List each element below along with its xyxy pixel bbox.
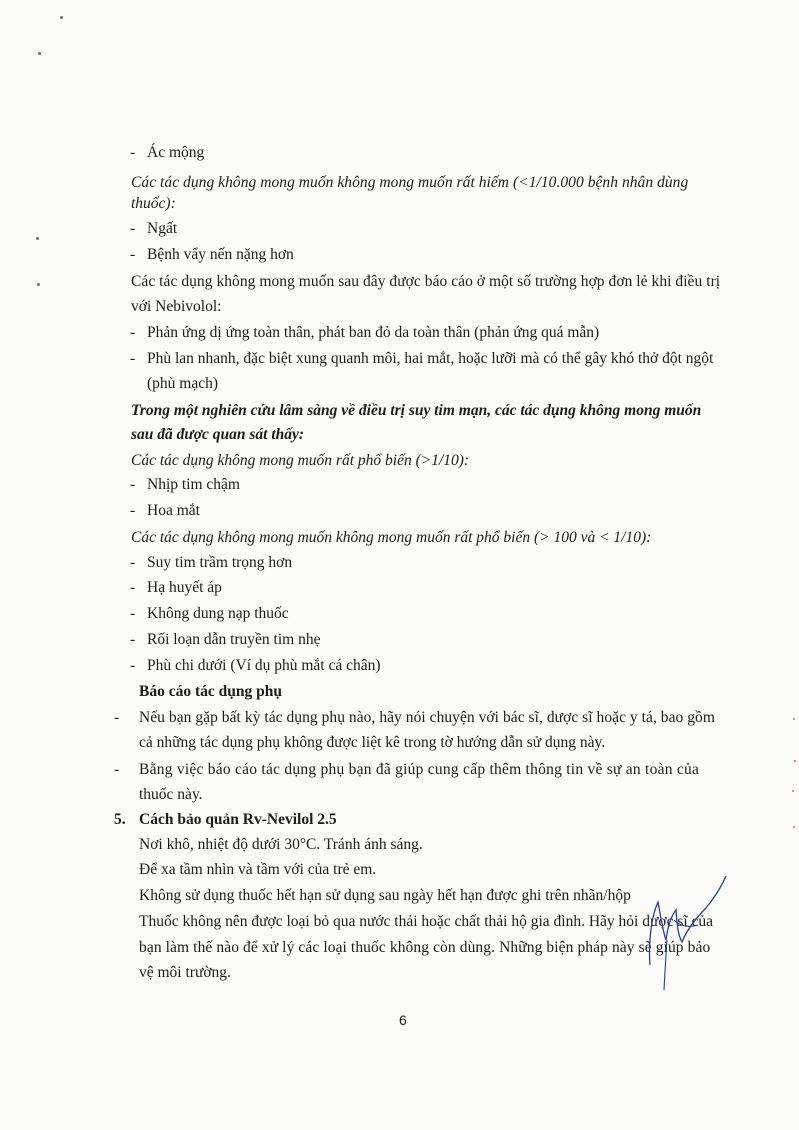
list-item: Nhịp tim chậm [147, 476, 240, 493]
list-item: Suy tim trầm trọng hơn [147, 554, 293, 571]
bullet-dash: - [130, 631, 136, 648]
reporting-heading: Báo cáo tác dụng phụ [139, 683, 282, 700]
scan-speck [37, 283, 40, 286]
list-item: Phù chi dưới (Ví dụ phù mắt cá chân) [147, 657, 381, 674]
study-heading-cont: sau đã được quan sát thấy: [131, 426, 305, 443]
scan-speck [793, 826, 795, 828]
bullet-dash: - [114, 761, 120, 778]
subheading-rare-cont: thuốc): [131, 195, 176, 212]
list-item: Ngất [147, 220, 178, 237]
paragraph: Để xa tầm nhìn và tầm với của trẻ em. [139, 861, 377, 878]
subheading-rare: Các tác dụng không mong muốn không mong muốn rất hiếm (<1/10.000 bệnh nhân dùng [131, 174, 689, 191]
paragraph: Không sử dụng thuốc hết hạn sử dụng sau ngày hết hạn được ghi trên nhãn/hộp [139, 887, 631, 904]
list-item-cont: cả những tác dụng phụ không được liệt kê trong tờ hướng dẫn sử dụng này. [139, 734, 606, 751]
list-item: Bệnh vẩy nến nặng hơn [147, 246, 294, 263]
bullet-dash: - [130, 144, 136, 161]
paragraph-cont: với Nebivolol: [131, 298, 222, 315]
bullet-dash: - [130, 350, 136, 367]
list-item-cont: (phù mạch) [147, 375, 219, 392]
paragraph-cont: bạn làm thế nào để xử lý các loại thuốc không còn dùng. Những biện pháp này sẽ giúp bảo [139, 939, 711, 956]
bullet-dash: - [130, 220, 136, 237]
bullet-dash: - [114, 709, 120, 726]
page-number: 6 [399, 1012, 407, 1028]
bullet-dash: - [130, 579, 136, 596]
list-item-cont: thuốc này. [139, 786, 203, 803]
list-item: Hạ huyết áp [147, 579, 222, 596]
signature-image [628, 870, 738, 995]
list-item: Bằng việc báo cáo tác dụng phụ bạn đã giúp cung cấp thêm thông tin về sự an toàn của [139, 761, 700, 778]
subheading-common: Các tác dụng không mong muốn không mong muốn rất phổ biến (> 100 và < 1/10): [131, 529, 652, 546]
bullet-dash: - [130, 324, 136, 341]
paragraph: Thuốc không nên được loại bỏ qua nước thải hoặc chất thải hộ gia đình. Hãy hỏi dược sĩ của [139, 913, 714, 930]
list-item: Phù lan nhanh, đặc biệt xung quanh môi, hai mắt, hoặc lưỡi mà có thể gây khó thở đột ngột [147, 350, 714, 367]
scan-speck [60, 16, 63, 19]
paragraph: Nơi khô, nhiệt độ dưới 30°C. Tránh ánh sáng. [139, 836, 423, 853]
bullet-dash: - [130, 502, 136, 519]
section-number: 5. [114, 811, 126, 828]
bullet-dash: - [130, 246, 136, 263]
list-item: Ác mộng [147, 144, 205, 161]
list-item: Nếu bạn gặp bất kỳ tác dụng phụ nào, hãy nói chuyện với bác sĩ, dược sĩ hoặc y tá, bao gồm [139, 709, 715, 726]
list-item: Hoa mắt [147, 502, 200, 519]
paragraph: Các tác dụng không mong muốn sau đây được báo cáo ở một số trường hợp đơn lẻ khi điều trị [131, 273, 721, 290]
paragraph-cont: vệ môi trường. [139, 964, 231, 981]
list-item: Rối loạn dẫn truyền tim nhẹ [147, 631, 321, 648]
study-heading: Trong một nghiên cứu lâm sàng về điều trị suy tim mạn, các tác dụng không mong muốn [131, 402, 702, 419]
scan-speck [792, 790, 794, 792]
bullet-dash: - [130, 657, 136, 674]
scan-speck [794, 760, 796, 762]
bullet-dash: - [130, 554, 136, 571]
list-item: Không dung nạp thuốc [147, 605, 289, 622]
scan-speck [793, 718, 795, 720]
list-item: Phản ứng dị ứng toàn thân, phát ban đỏ da toàn thân (phản ứng quá mẫn) [147, 324, 600, 341]
section-heading: Cách bảo quản Rv-Nevilol 2.5 [139, 811, 337, 828]
bullet-dash: - [130, 476, 136, 493]
scan-speck [38, 52, 41, 55]
subheading-very-common: Các tác dụng không mong muốn rất phổ biến (>1/10): [131, 452, 470, 469]
scan-speck [36, 237, 39, 240]
bullet-dash: - [130, 605, 136, 622]
